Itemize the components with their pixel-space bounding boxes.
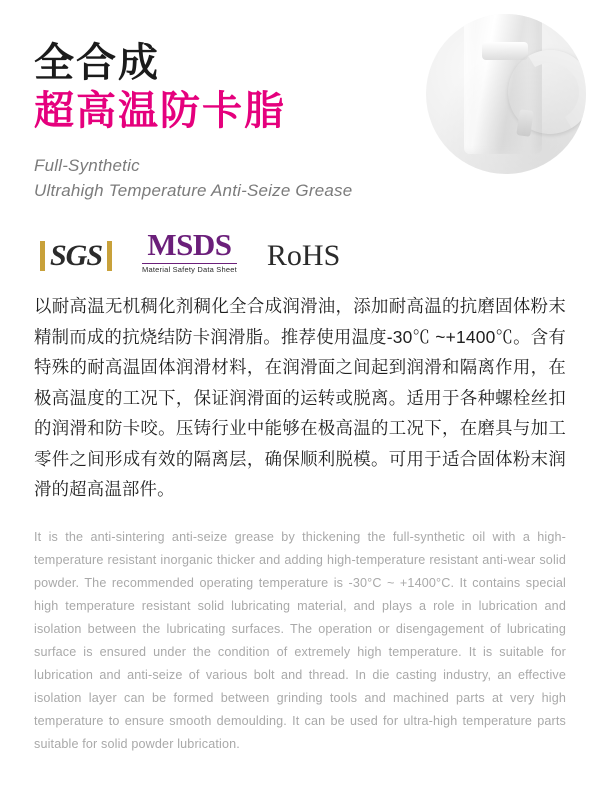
subtitle-en-line2: Ultrahigh Temperature Anti-Seize Grease (34, 180, 353, 200)
subtitle-en-line1: Full-Synthetic (34, 156, 140, 175)
page-title-cn-primary: 全合成 (34, 41, 160, 85)
rohs-logo-label: RoHS (266, 239, 341, 273)
page-title-cn-secondary: 超高温防卡脂 (34, 89, 286, 133)
sgs-logo (40, 239, 112, 273)
product-photo (426, 14, 586, 174)
description-chinese: 以耐高温无机稠化剂稠化全合成润滑油，添加耐高温的抗磨固体粉末精制而成的抗烧结防卡润滑脂。推荐使用温度-30℃ ~+1400℃。含有特殊的耐高温固体润滑材料，在润滑面之间起到润滑和隔离作用，在极高温度的工况下，保证润滑面的运转或脱离。适用于各种螺栓丝扣的润滑和防卡咬。压铸行业中能够在极高温的工况下，在磨具与加工零件之间形成有效的隔离层，确保顺利脱模。可用于适合固体粉末润滑的超高温部件。 (34, 296, 566, 499)
msds-logo (142, 226, 237, 274)
description-english: It is the anti-sintering anti-seize grease by thickening the full-synthetic oil with a high-temperature resistant inorganic thicker and adding high-temperature resistant anti-wear solid powder. The recommended operating temperature is -30°C ~ +1400°C. It contains special high temperature resistant solid lubricating material, and plays a role in lubrication and isolation between the lubricating surfaces. The operation or disengagement of lubricating surface is ensured under the condition of extremely high temperature. It is suitable for lubrication and anti-seize of various bolt and thread. In die casting industry, an effective isolation layer can be formed between grinding tools and machined parts at very high temperature to ensure smooth demoulding. It can be used for ultra-high temperature parts suitable for solid powder lubrication. (34, 530, 566, 751)
sgs-bar-right-icon (107, 241, 112, 271)
certification-logos (40, 226, 566, 274)
sgs-logo-label: SGS (50, 239, 103, 273)
msds-logo-label: MSDS (147, 226, 232, 262)
msds-logo-sublabel: Material Safety Data Sheet (142, 264, 237, 274)
photo-shading-overlay (426, 14, 586, 174)
sgs-bar-left-icon (40, 241, 45, 271)
